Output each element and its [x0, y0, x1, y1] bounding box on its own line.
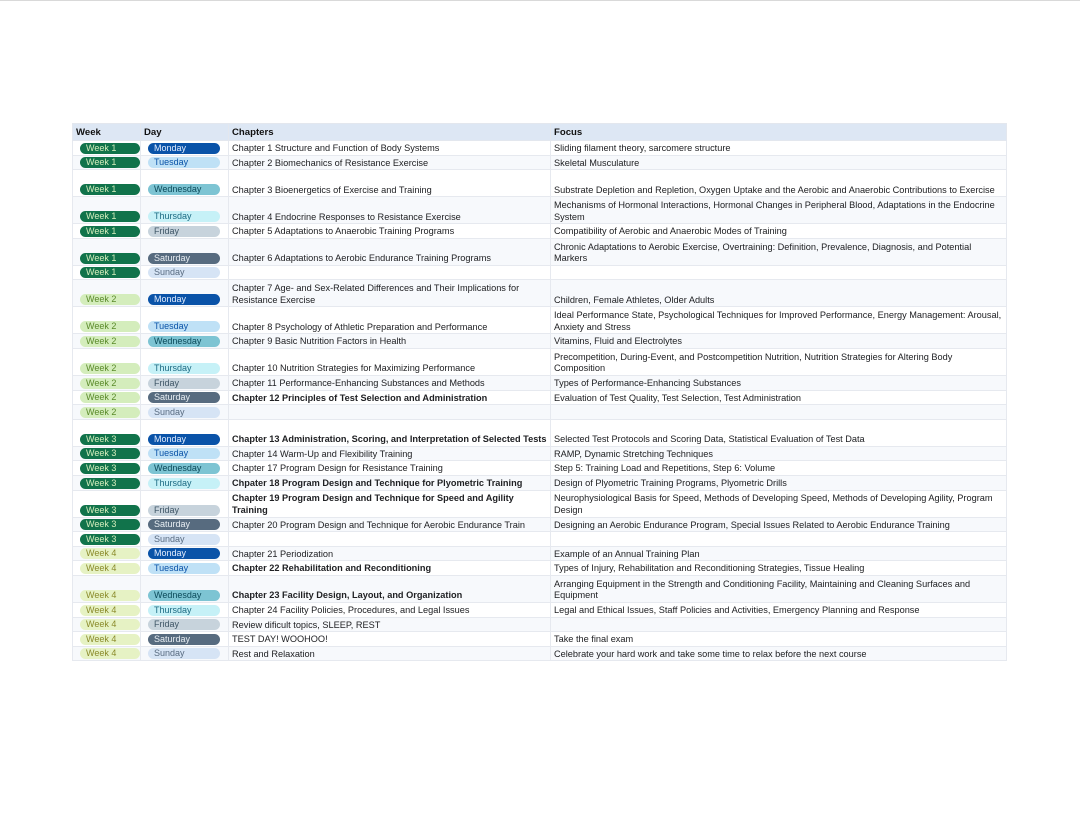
- week-chip[interactable]: Week 2: [80, 378, 140, 389]
- day-chip[interactable]: Saturday: [148, 392, 220, 403]
- table-row: [73, 405, 1007, 420]
- chapter-cell[interactable]: Chapter 13 Administration, Scoring, and Interpretation of Selected Tests: [229, 419, 551, 446]
- focus-cell[interactable]: Step 5: Training Load and Repetitions, Step 6: Volume: [551, 461, 1007, 476]
- day-cell[interactable]: [141, 155, 229, 170]
- chapter-cell[interactable]: Chapter 6 Adaptations to Aerobic Endurance Training Programs: [229, 238, 551, 265]
- week-cell[interactable]: [73, 197, 141, 224]
- week-cell[interactable]: [73, 546, 141, 561]
- table-row: [73, 375, 1007, 390]
- week-cell[interactable]: [73, 419, 141, 446]
- week-cell[interactable]: [73, 561, 141, 576]
- focus-cell[interactable]: Skeletal Musculature: [551, 155, 1007, 170]
- table-row: [73, 632, 1007, 647]
- focus-cell[interactable]: [551, 617, 1007, 632]
- day-cell[interactable]: [141, 280, 229, 307]
- chapter-cell[interactable]: Chapter 4 Endocrine Responses to Resistance Exercise: [229, 197, 551, 224]
- day-cell[interactable]: [141, 446, 229, 461]
- week-cell[interactable]: [73, 238, 141, 265]
- week-chip[interactable]: Week 3: [80, 519, 140, 530]
- focus-cell[interactable]: Designing an Aerobic Endurance Program, Special Issues Related to Aerobic Endurance Training: [551, 517, 1007, 532]
- week-chip[interactable]: Week 2: [80, 321, 140, 332]
- day-cell[interactable]: [141, 475, 229, 490]
- header-chapters[interactable]: Chapters: [229, 124, 551, 141]
- header-day[interactable]: Day: [141, 124, 229, 141]
- day-cell[interactable]: [141, 561, 229, 576]
- week-cell[interactable]: [73, 517, 141, 532]
- week-cell[interactable]: [73, 532, 141, 547]
- day-cell[interactable]: [141, 617, 229, 632]
- week-chip[interactable]: Week 4: [80, 619, 140, 630]
- focus-cell[interactable]: Selected Test Protocols and Scoring Data, Statistical Evaluation of Test Data: [551, 419, 1007, 446]
- day-cell[interactable]: [141, 265, 229, 280]
- chapter-cell[interactable]: Chapter 8 Psychology of Athletic Preparation and Performance: [229, 307, 551, 334]
- chapter-cell[interactable]: Chapter 14 Warm-Up and Flexibility Training: [229, 446, 551, 461]
- table-row: [73, 141, 1007, 156]
- day-chip[interactable]: Thursday: [148, 605, 220, 616]
- table-row: [73, 307, 1007, 334]
- week-chip[interactable]: Week 1: [80, 226, 140, 237]
- week-cell[interactable]: [73, 348, 141, 375]
- day-chip[interactable]: Monday: [148, 143, 220, 154]
- table-row: [73, 280, 1007, 307]
- focus-cell[interactable]: Arranging Equipment in the Strength and Conditioning Facility, Maintaining and Cleaning Surfaces and Equipment: [551, 575, 1007, 602]
- table-row: [73, 238, 1007, 265]
- chapter-cell[interactable]: Chapter 7 Age- and Sex-Related Differences and Their Implications for Resistance Exercise: [229, 280, 551, 307]
- chapter-cell[interactable]: [229, 265, 551, 280]
- day-chip[interactable]: Saturday: [148, 519, 220, 530]
- day-chip[interactable]: Sunday: [148, 648, 220, 659]
- week-chip[interactable]: Week 1: [80, 157, 140, 168]
- week-chip[interactable]: Week 2: [80, 407, 140, 418]
- week-cell[interactable]: [73, 170, 141, 197]
- chapter-cell[interactable]: Chapter 20 Program Design and Technique for Aerobic Endurance Train: [229, 517, 551, 532]
- day-chip[interactable]: Friday: [148, 505, 220, 516]
- week-chip[interactable]: Week 3: [80, 448, 140, 459]
- day-cell[interactable]: [141, 141, 229, 156]
- day-chip[interactable]: Wednesday: [148, 336, 220, 347]
- table-row: [73, 475, 1007, 490]
- chapter-cell[interactable]: Chapter 19 Program Design and Technique for Speed and Agility Training: [229, 490, 551, 517]
- day-chip[interactable]: Wednesday: [148, 463, 220, 474]
- day-cell[interactable]: [141, 532, 229, 547]
- day-cell[interactable]: [141, 546, 229, 561]
- chapter-cell[interactable]: Chapter 21 Periodization: [229, 546, 551, 561]
- focus-cell[interactable]: Design of Plyometric Training Programs, Plyometric Drills: [551, 475, 1007, 490]
- week-cell[interactable]: [73, 446, 141, 461]
- day-chip[interactable]: Saturday: [148, 253, 220, 264]
- day-chip[interactable]: Saturday: [148, 634, 220, 645]
- focus-cell[interactable]: RAMP, Dynamic Stretching Techniques: [551, 446, 1007, 461]
- chapter-cell[interactable]: Chapter 2 Biomechanics of Resistance Exercise: [229, 155, 551, 170]
- week-cell[interactable]: [73, 405, 141, 420]
- chapter-cell[interactable]: Chapter 22 Rehabilitation and Reconditioning: [229, 561, 551, 576]
- table-row: [73, 617, 1007, 632]
- week-cell[interactable]: [73, 280, 141, 307]
- day-cell[interactable]: [141, 224, 229, 239]
- day-chip[interactable]: Sunday: [148, 534, 220, 545]
- schedule-sheet: [72, 123, 1006, 661]
- day-cell[interactable]: [141, 197, 229, 224]
- table-row: [73, 419, 1007, 446]
- day-cell[interactable]: [141, 375, 229, 390]
- day-chip[interactable]: Monday: [148, 294, 220, 305]
- focus-cell[interactable]: Children, Female Athletes, Older Adults: [551, 280, 1007, 307]
- week-chip[interactable]: Week 2: [80, 336, 140, 347]
- week-chip[interactable]: Week 3: [80, 505, 140, 516]
- table-row: [73, 390, 1007, 405]
- focus-cell[interactable]: Substrate Depletion and Repletion, Oxygen Uptake and the Aerobic and Anaerobic Contributions to Exercise: [551, 170, 1007, 197]
- day-chip[interactable]: Monday: [148, 548, 220, 559]
- focus-cell[interactable]: [551, 265, 1007, 280]
- chapter-cell[interactable]: Chapter 10 Nutrition Strategies for Maximizing Performance: [229, 348, 551, 375]
- week-chip[interactable]: Week 1: [80, 211, 140, 222]
- day-cell[interactable]: [141, 170, 229, 197]
- day-chip[interactable]: Thursday: [148, 363, 220, 374]
- week-cell[interactable]: [73, 490, 141, 517]
- week-chip[interactable]: Week 4: [80, 648, 140, 659]
- table-row: [73, 334, 1007, 349]
- week-cell[interactable]: [73, 265, 141, 280]
- week-chip[interactable]: Week 3: [80, 534, 140, 545]
- table-row: [73, 155, 1007, 170]
- week-chip[interactable]: Week 3: [80, 478, 140, 489]
- week-cell[interactable]: [73, 155, 141, 170]
- header-week[interactable]: Week: [73, 124, 141, 141]
- day-chip[interactable]: Wednesday: [148, 184, 220, 195]
- week-cell[interactable]: [73, 575, 141, 602]
- day-chip[interactable]: Friday: [148, 619, 220, 630]
- table-row: [73, 461, 1007, 476]
- table-row: [73, 170, 1007, 197]
- day-chip[interactable]: Friday: [148, 378, 220, 389]
- day-cell[interactable]: [141, 334, 229, 349]
- top-border-line: [0, 0, 1080, 1]
- day-cell[interactable]: [141, 419, 229, 446]
- focus-cell[interactable]: Neurophysiological Basis for Speed, Methods of Developing Speed, Methods of Developing Agility, Program Design: [551, 490, 1007, 517]
- day-chip[interactable]: Thursday: [148, 478, 220, 489]
- table-row: [73, 348, 1007, 375]
- header-row: [73, 124, 1007, 141]
- day-chip[interactable]: Tuesday: [148, 563, 220, 574]
- focus-cell[interactable]: Take the final exam: [551, 632, 1007, 647]
- chapter-cell[interactable]: Chapter 23 Facility Design, Layout, and Organization: [229, 575, 551, 602]
- focus-cell[interactable]: Celebrate your hard work and take some time to relax before the next course: [551, 646, 1007, 661]
- week-cell[interactable]: [73, 602, 141, 617]
- week-cell[interactable]: [73, 141, 141, 156]
- chapter-cell[interactable]: Rest and Relaxation: [229, 646, 551, 661]
- week-chip[interactable]: Week 4: [80, 634, 140, 645]
- chapter-cell[interactable]: [229, 532, 551, 547]
- focus-cell[interactable]: Types of Performance-Enhancing Substances: [551, 375, 1007, 390]
- table-row: [73, 446, 1007, 461]
- day-chip[interactable]: Sunday: [148, 407, 220, 418]
- day-cell[interactable]: [141, 517, 229, 532]
- focus-cell[interactable]: Ideal Performance State, Psychological Techniques for Improved Performance, Energy Management: Arousal, Anxiety and Stress: [551, 307, 1007, 334]
- focus-cell[interactable]: [551, 405, 1007, 420]
- table-row: [73, 197, 1007, 224]
- week-chip[interactable]: Week 2: [80, 294, 140, 305]
- week-chip[interactable]: Week 1: [80, 253, 140, 264]
- table-row: [73, 575, 1007, 602]
- chapter-cell[interactable]: Chpater 18 Program Design and Technique for Plyometric Training: [229, 475, 551, 490]
- week-chip[interactable]: Week 1: [80, 184, 140, 195]
- week-cell[interactable]: [73, 475, 141, 490]
- week-chip[interactable]: Week 4: [80, 548, 140, 559]
- day-cell[interactable]: [141, 238, 229, 265]
- table-row: [73, 546, 1007, 561]
- day-chip[interactable]: Friday: [148, 226, 220, 237]
- day-chip[interactable]: Tuesday: [148, 321, 220, 332]
- focus-cell[interactable]: Precompetition, During-Event, and Postcompetition Nutrition, Nutrition Strategies for Altering Body Composition: [551, 348, 1007, 375]
- focus-cell[interactable]: Example of an Annual Training Plan: [551, 546, 1007, 561]
- day-cell[interactable]: [141, 348, 229, 375]
- focus-cell[interactable]: Evaluation of Test Quality, Test Selection, Test Administration: [551, 390, 1007, 405]
- focus-cell[interactable]: Chronic Adaptations to Aerobic Exercise, Overtraining: Definition, Prevalence, Diagnosis, and Potential Markers: [551, 238, 1007, 265]
- focus-cell[interactable]: Legal and Ethical Issues, Staff Policies and Activities, Emergency Planning and Response: [551, 602, 1007, 617]
- focus-cell[interactable]: Vitamins, Fluid and Electrolytes: [551, 334, 1007, 349]
- week-chip[interactable]: Week 2: [80, 392, 140, 403]
- table-row: [73, 224, 1007, 239]
- day-cell[interactable]: [141, 390, 229, 405]
- chapter-cell[interactable]: [229, 405, 551, 420]
- week-chip[interactable]: Week 2: [80, 363, 140, 374]
- day-chip[interactable]: Monday: [148, 434, 220, 445]
- focus-cell[interactable]: Mechanisms of Hormonal Interactions, Hormonal Changes in Peripheral Blood, Adaptations in the Endocrine System: [551, 197, 1007, 224]
- week-chip[interactable]: Week 3: [80, 434, 140, 445]
- day-cell[interactable]: [141, 602, 229, 617]
- day-cell[interactable]: [141, 632, 229, 647]
- table-row: [73, 646, 1007, 661]
- day-cell[interactable]: [141, 461, 229, 476]
- day-cell[interactable]: [141, 646, 229, 661]
- chapter-cell[interactable]: TEST DAY! WOOHOO!: [229, 632, 551, 647]
- week-cell[interactable]: [73, 307, 141, 334]
- day-cell[interactable]: [141, 307, 229, 334]
- week-chip[interactable]: Week 3: [80, 463, 140, 474]
- day-chip[interactable]: Wednesday: [148, 590, 220, 601]
- week-chip[interactable]: Week 1: [80, 267, 140, 278]
- schedule-table: [72, 123, 1007, 661]
- table-row: [73, 532, 1007, 547]
- focus-cell[interactable]: [551, 532, 1007, 547]
- table-row: [73, 265, 1007, 280]
- week-cell[interactable]: [73, 632, 141, 647]
- week-chip[interactable]: Week 1: [80, 143, 140, 154]
- week-cell[interactable]: [73, 617, 141, 632]
- chapter-cell[interactable]: Chapter 5 Adaptations to Anaerobic Training Programs: [229, 224, 551, 239]
- table-row: [73, 602, 1007, 617]
- week-chip[interactable]: Week 4: [80, 605, 140, 616]
- week-cell[interactable]: [73, 646, 141, 661]
- chapter-cell[interactable]: Chapter 12 Principles of Test Selection and Administration: [229, 390, 551, 405]
- day-chip[interactable]: Tuesday: [148, 157, 220, 168]
- week-cell[interactable]: [73, 224, 141, 239]
- week-cell[interactable]: [73, 334, 141, 349]
- week-cell[interactable]: [73, 375, 141, 390]
- week-chip[interactable]: Week 4: [80, 563, 140, 574]
- chapter-cell[interactable]: Chapter 17 Program Design for Resistance Training: [229, 461, 551, 476]
- chapter-cell[interactable]: Chapter 9 Basic Nutrition Factors in Health: [229, 334, 551, 349]
- focus-cell[interactable]: Sliding filament theory, sarcomere structure: [551, 141, 1007, 156]
- chapter-cell[interactable]: Chapter 11 Performance-Enhancing Substances and Methods: [229, 375, 551, 390]
- chapter-cell[interactable]: Review dificult topics, SLEEP, REST: [229, 617, 551, 632]
- header-focus[interactable]: Focus: [551, 124, 1007, 141]
- chapter-cell[interactable]: Chapter 1 Structure and Function of Body Systems: [229, 141, 551, 156]
- day-chip[interactable]: Thursday: [148, 211, 220, 222]
- week-chip[interactable]: Week 4: [80, 590, 140, 601]
- focus-cell[interactable]: Compatibility of Aerobic and Anaerobic Modes of Training: [551, 224, 1007, 239]
- week-cell[interactable]: [73, 390, 141, 405]
- table-row: [73, 517, 1007, 532]
- table-row: [73, 490, 1007, 517]
- focus-cell[interactable]: Types of Injury, Rehabilitation and Reconditioning Strategies, Tissue Healing: [551, 561, 1007, 576]
- week-cell[interactable]: [73, 461, 141, 476]
- day-cell[interactable]: [141, 575, 229, 602]
- chapter-cell[interactable]: Chapter 24 Facility Policies, Procedures, and Legal Issues: [229, 602, 551, 617]
- chapter-cell[interactable]: Chapter 3 Bioenergetics of Exercise and Training: [229, 170, 551, 197]
- day-chip[interactable]: Sunday: [148, 267, 220, 278]
- day-cell[interactable]: [141, 490, 229, 517]
- day-chip[interactable]: Tuesday: [148, 448, 220, 459]
- day-cell[interactable]: [141, 405, 229, 420]
- table-row: [73, 561, 1007, 576]
